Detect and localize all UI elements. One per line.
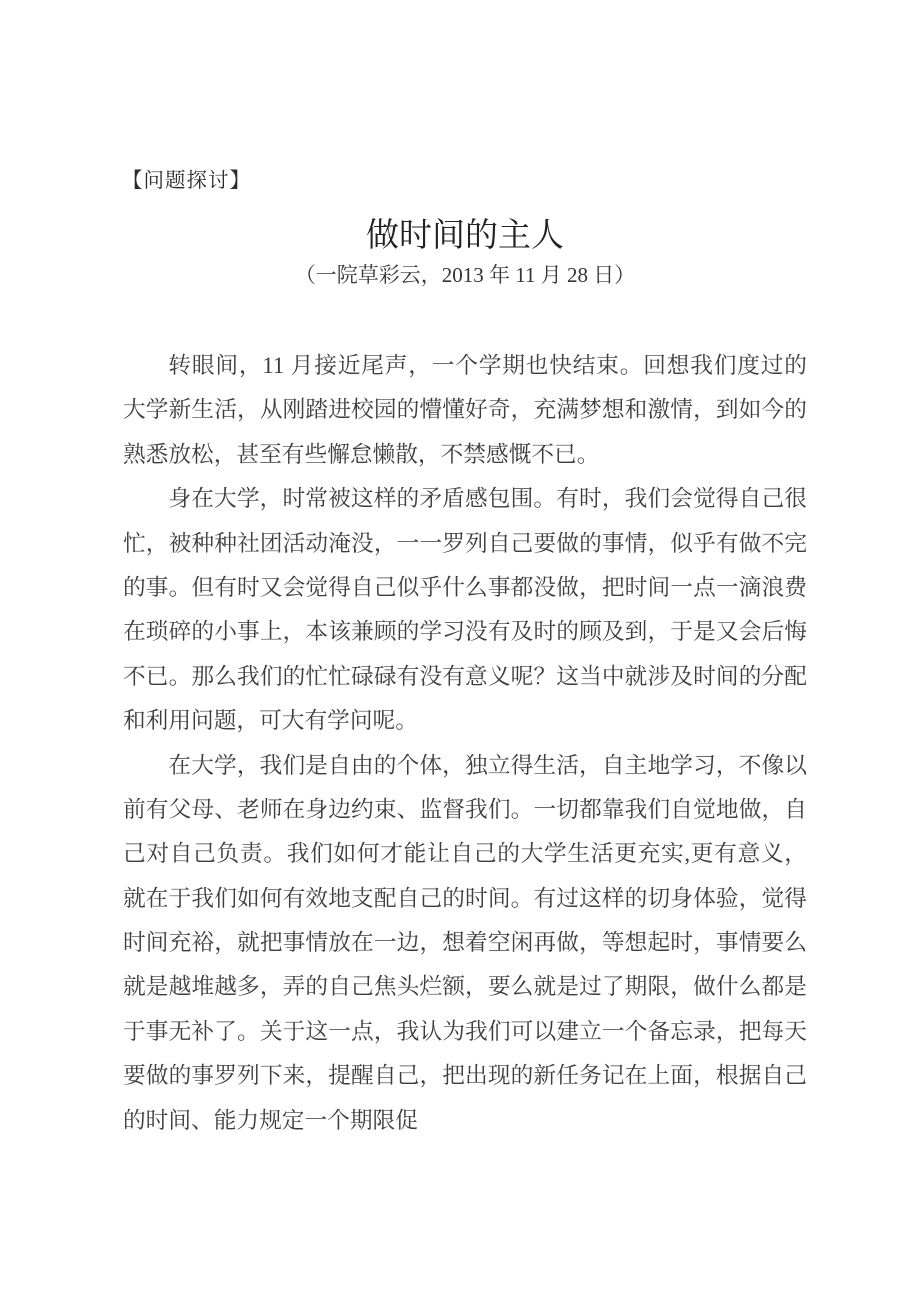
text-line: 的时间、能力规定一个期限促: [123, 1107, 418, 1133]
text-line: 在大学，我们是自由的个体，独立得生活，自主地学习，不像以: [168, 752, 807, 778]
text-line: 身在大学，时常被这样的矛盾感包围。有时，我们会觉得自己很: [168, 486, 807, 512]
text-line: 转眼间，11 月接近尾声，一个学期也快结束。回想我们度过的: [168, 353, 807, 378]
text-line: 大学新生活，从刚踏进校园的懵懂好奇，充满梦想和激情，到如今的: [123, 397, 807, 423]
text-line: 和利用问题，可大有学问呢。: [123, 708, 418, 734]
text-line: 前有父母、老师在身边约束、监督我们。一切都靠我们自觉地做，自: [123, 796, 807, 822]
document-title: 做时间的主人: [366, 218, 564, 254]
text-line: 就在于我们如何有效地支配自己的时间。有过这样的切身体验，觉得: [123, 885, 807, 911]
text-line: 就是越堆越多，弄的自己焦头烂额，要么就是过了期限，做什么都是: [123, 974, 807, 1000]
text-line: 于事无补了。关于这一点，我认为我们可以建立一个备忘录，把每天: [123, 1018, 807, 1044]
text-line: 在琐碎的小事上，本该兼顾的学习没有及时的顾及到，于是又会后悔: [123, 619, 807, 645]
text-line: 熟悉放松，甚至有些懈怠懒散，不禁感慨不已。: [123, 441, 600, 467]
text-line: 时间充裕，就把事情放在一边，想着空闲再做，等想起时，事情要么: [123, 930, 807, 956]
text-line: 己对自己负责。我们如何才能让自己的大学生活更充实,更有意义，: [123, 841, 807, 867]
body-text: [123, 344, 807, 1143]
text-line: 要做的事罗列下来，提醒自己，把出现的新任务记在上面，根据自己: [123, 1063, 807, 1089]
text-line: 的事。但有时又会觉得自己似乎什么事都没做，把时间一点一滴浪费: [123, 574, 807, 600]
byline: （一院草彩云，2013 年 11 月 28 日）: [294, 263, 636, 287]
text-line: 忙，被种种社团活动淹没，一一罗列自己要做的事情，似乎有做不完: [123, 530, 807, 556]
text-line: 不已。那么我们的忙忙碌碌有没有意义呢？这当中就涉及时间的分配: [123, 663, 807, 689]
section-label: 【问题探讨】: [122, 170, 251, 192]
